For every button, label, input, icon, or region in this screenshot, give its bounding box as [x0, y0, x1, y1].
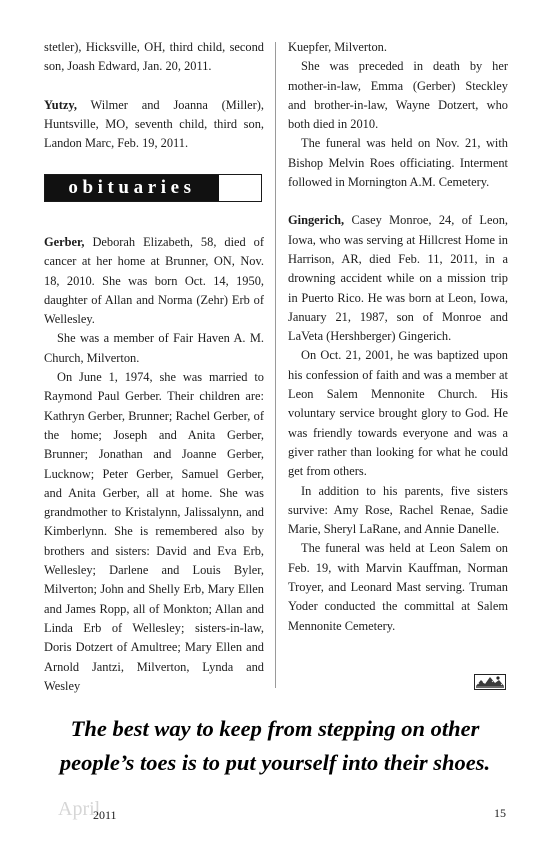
footer-month: April [58, 798, 101, 820]
closing-quote [30, 712, 520, 780]
birth-notice-yutzy [44, 96, 264, 154]
gerber-continued-2: She was preceded in death by her mother-in-law, Emma (Gerber) Steckley and brother-in-law, Wayne Dotzert, who both died in 2010. [288, 59, 508, 132]
obituary-surname-gingerich: Gingerich, [288, 213, 345, 228]
obituary-surname-gerber: Gerber, [44, 235, 85, 249]
gerber-continued-3: The funeral was held on Nov. 21, with Bishop Melvin Roes officiating. Interment followed in Mornington A.M. Cemetery. [288, 136, 508, 190]
gingerich-paragraph-2: On Oct. 21, 2001, he was baptized upon his confession of faith and was a member at Leon Salem Mennonite Church. His voluntary service brought glory to God. He was friendly towards everyone and was a giver rather than looking for what he could get from others. [288, 348, 508, 479]
section-heading-banner [44, 174, 262, 202]
gingerich-paragraph-3: In addition to his parents, five sisters survive: Amy Rose, Rachel Renae, Sadie Marie, Sheryl LaRane, and Annie Danelle. [288, 483, 508, 537]
right-column [288, 38, 508, 636]
birth-text-yutzy: Wilmer and Joanna (Miller), Huntsville, MO, seventh child, third son, Landon Marc, Feb. 19, 2011. [44, 97, 264, 151]
column-divider [275, 42, 276, 688]
gerber-text-1: Deborah Elizabeth, 58, died of cancer at her home at Brunner, ON, Nov. 18, 2010. She was born Oct. 14, 1950, daughter of Allan and Norma (Zehr) Erb of Wellesley. [44, 235, 264, 327]
birth-surname-yutzy: Yutzy, [44, 97, 77, 112]
birth-notice-continuation: stetler), Hicksville, OH, third child, second son, Joash Edward, Jan. 20, 2011. [44, 40, 264, 74]
gingerich-paragraph-1 [288, 211, 508, 346]
gerber-paragraph-1 [44, 233, 264, 329]
landscape-ornament-icon [474, 674, 506, 690]
section-heading: obituaries [45, 175, 219, 201]
footer-year: 2011 [93, 808, 117, 822]
left-column [44, 38, 264, 153]
gerber-paragraph-2: She was a member of Fair Haven A. M. Church, Milverton. [44, 331, 264, 365]
gingerich-paragraph-4: The funeral was held at Leon Salem on Feb. 19, with Marvin Kauffman, Norman Troyer, and Leonard Mast serving. Truman Yoder conducted the committal at Salem Mennonite Cemetery. [288, 541, 508, 633]
page-number: 15 [494, 806, 506, 820]
quote-line-1: The best way to keep from stepping on other [70, 716, 480, 741]
gerber-paragraph-3: On June 1, 1974, she was married to Raymond Paul Gerber. Their children are: Kathryn Gerber, Brunner; Rachel Gerber, of the home; Joseph and Anita Gerber, Brunner; Jonathan and Joanne Gerber, Lucknow; Peter Gerber, Samuel Gerber, and Anita Gerber, all at home. She was grandmother to Kristalynn, Jalissalynn, and Kimberlynn. She is remembered also by brothers and sisters: David and Eva Erb, Wellesley; Darlene and Louis Byler, Milverton; John and Shelly Erb, Mary Ellen and James Ropp, all of Monkton; Allan and Linda Erb of Wellesley; sisters-in-law, Doris Dotzert of Amultree; Mary Ellen and Arnold Jantzi, Milverton, Lynda and Wesley [44, 370, 264, 693]
gingerich-text-1: Casey Monroe, 24, of Leon, Iowa, who was serving at Hillcrest Home in Harrison, AR, died Feb. 11, 2011, in a drowning accident while on a mission trip in Puerto Rico. He was born at Leon, Iowa, January 21, 1987, son of Monroe and LaVeta (Hershberger) Gingerich. [288, 213, 508, 344]
obituary-gerber [44, 233, 264, 696]
quote-line-2: people’s toes is to put yourself into their shoes. [59, 750, 491, 775]
gerber-continued-1: Kuepfer, Milverton. [288, 40, 387, 54]
